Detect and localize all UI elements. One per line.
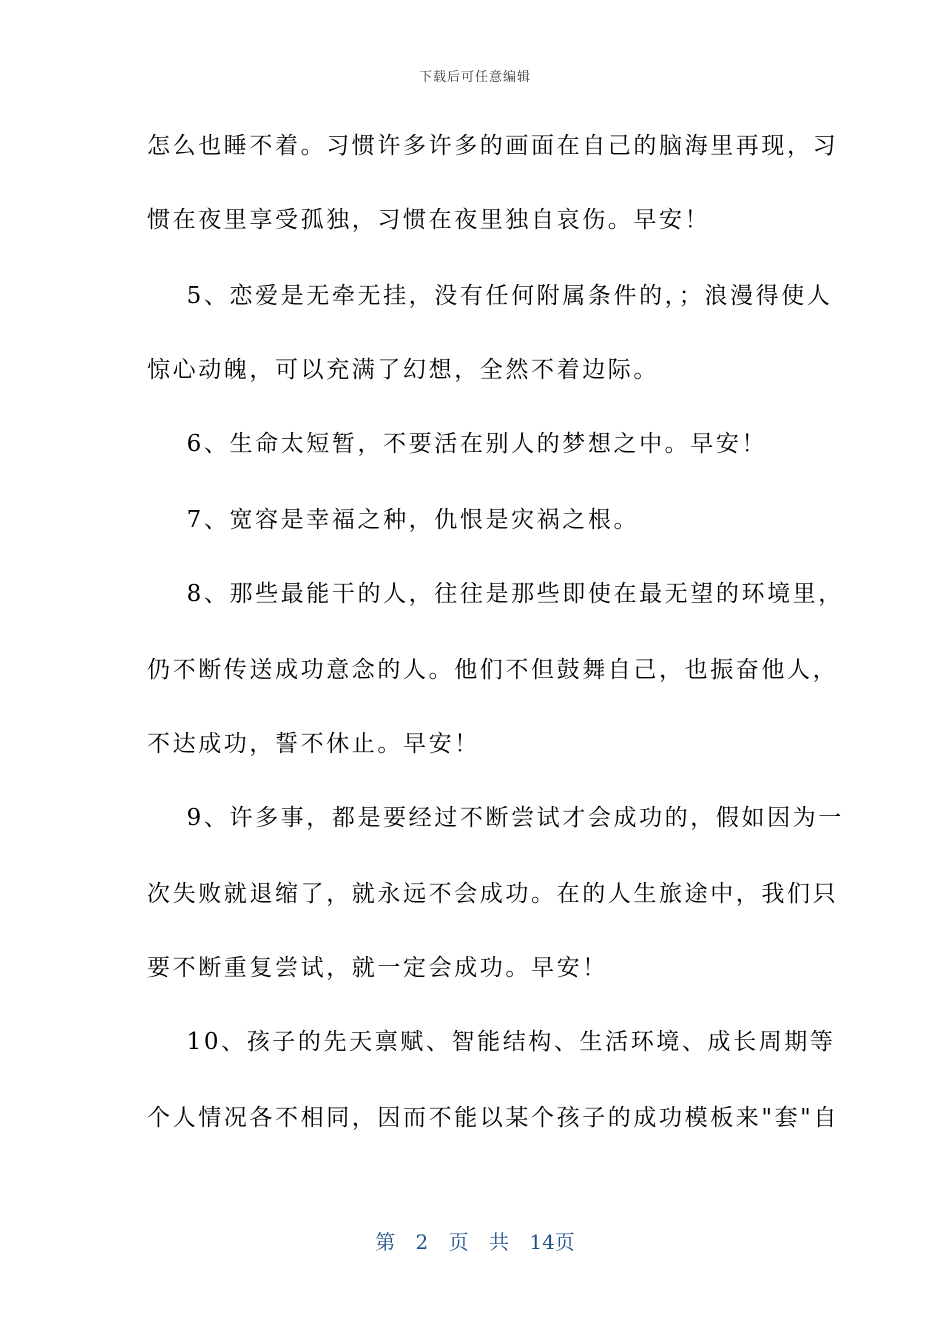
header-note: 下载后可任意编辑 [418, 70, 531, 85]
page-footer [0, 1226, 950, 1255]
current-page-number: 2 [415, 1230, 429, 1254]
body-line: 不达成功，誓不休止。早安！ [147, 731, 480, 757]
body-line: 7、宽容是幸福之种，仇恨是灾祸之根。 [147, 507, 640, 533]
total-pages: 14页 [529, 1230, 575, 1254]
body-line: 个人情况各不相同，因而不能以某个孩子的成功模板来"套"自 [147, 1105, 839, 1131]
body-line: 5、恋爱是无牵无挂，没有任何附属条件的，；浪漫得使人 [147, 283, 833, 309]
body-line: 惊心动魄，可以充满了幻想，全然不着边际。 [147, 357, 659, 383]
body-line: 怎么也睡不着。习惯许多许多的画面在自己的脑海里再现，习 [147, 133, 839, 159]
body-line: 8、那些最能干的人，往往是那些即使在最无望的环境里， [147, 581, 844, 607]
footer-prefix: 第 [375, 1230, 396, 1254]
body-line: 6、生命太短暂，不要活在别人的梦想之中。早安！ [147, 431, 768, 457]
footer-total-label: 共 [489, 1230, 509, 1254]
body-line: 惯在夜里享受孤独，习惯在夜里独自哀伤。早安！ [147, 207, 711, 233]
footer-page-label: 页 [448, 1230, 469, 1254]
body-line: 10、孩子的先天禀赋、智能结构、生活环境、成长周期等 [147, 1029, 836, 1055]
body-line: 仍不断传送成功意念的人。他们不但鼓舞自己，也振奋他人， [147, 657, 839, 683]
body-line: 9、许多事，都是要经过不断尝试才会成功的，假如因为一 [147, 805, 844, 831]
body-line: 要不断重复尝试，就一定会成功。早安！ [147, 955, 608, 981]
body-line: 次失败就退缩了，就永远不会成功。在的人生旅途中，我们只 [147, 881, 839, 907]
